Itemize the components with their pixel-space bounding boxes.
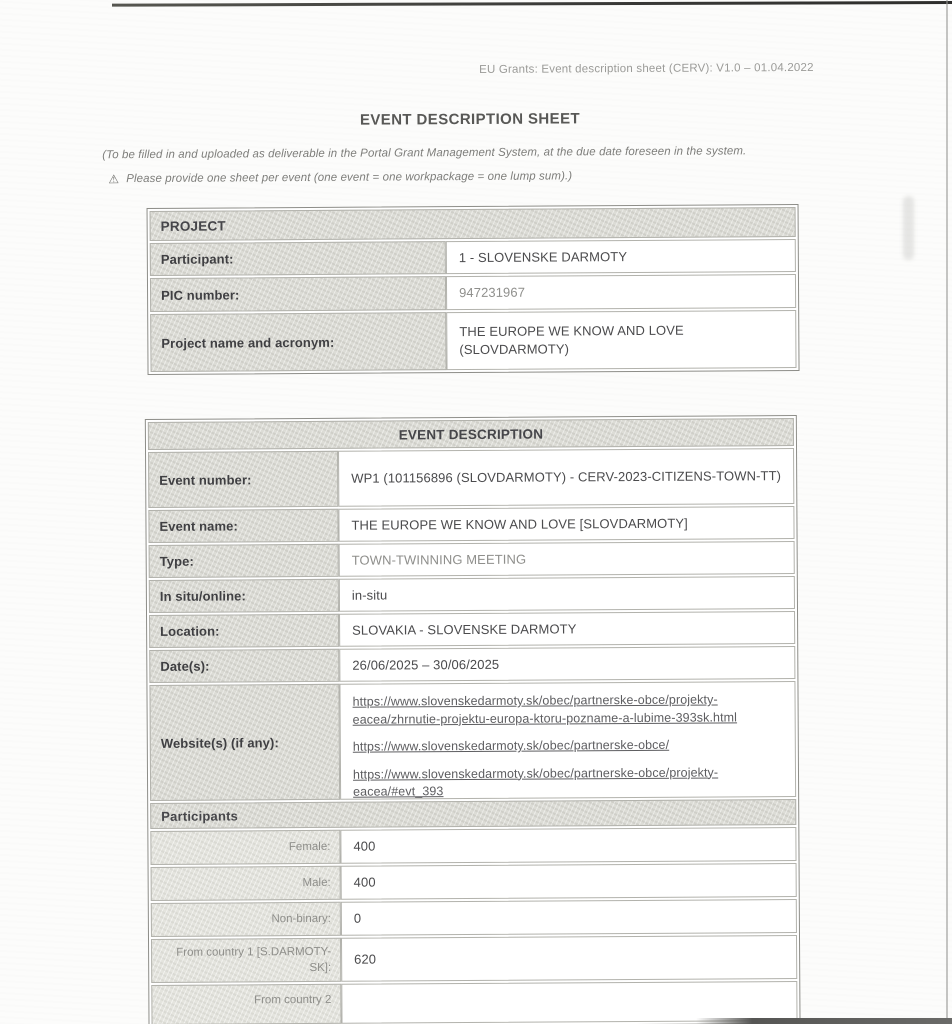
event-description-table (145, 415, 801, 1024)
event-number-value: WP1 (101156896 (SLOVDARMOTY) - CERV-2023-CITIZENS-TOWN-TT) (338, 448, 794, 507)
table-row (150, 827, 796, 865)
location-label: Location: (149, 614, 339, 648)
from-country-1-label: From country 1 [S.DARMOTY-SK]: (151, 938, 341, 983)
project-table (147, 204, 800, 375)
pic-number-value: 947231967 (446, 274, 796, 310)
female-label: Female: (150, 830, 340, 865)
website-link-3[interactable]: https://www.slovenskedarmoty.sk/obec/partnerske-obce/projekty-eacea/#evt_393 (352, 764, 719, 799)
event-header-row (148, 418, 794, 450)
table-row (150, 274, 796, 312)
table-row (151, 863, 797, 901)
project-name-label: Project name and acronym: (150, 312, 446, 372)
table-row (149, 646, 795, 683)
table-row (149, 681, 796, 801)
pic-number-label: PIC number: (150, 276, 446, 312)
table-row (149, 541, 795, 578)
from-country-2-label: From country 2 (151, 984, 341, 1024)
event-name-label: Event name: (148, 509, 338, 543)
websites-value (339, 681, 796, 800)
table-row (148, 448, 794, 508)
non-binary-label: Non-binary: (151, 902, 341, 937)
table-row (150, 239, 796, 276)
participant-value: 1 - SLOVENSKE DARMOTY (446, 239, 796, 274)
event-number-label: Event number: (148, 451, 338, 508)
table-row (149, 611, 795, 648)
scan-right-edge (946, 0, 948, 1024)
insitu-online-label: In situ/online: (149, 579, 339, 613)
location-value: SLOVAKIA - SLOVENSKE DARMOTY (339, 611, 795, 647)
event-type-label: Type: (149, 544, 339, 578)
event-table-header: EVENT DESCRIPTION (148, 418, 794, 450)
page-title: EVENT DESCRIPTION SHEET (359, 110, 581, 129)
dates-value: 26/06/2025 – 30/06/2025 (339, 646, 795, 682)
male-label: Male: (151, 866, 341, 901)
table-row (149, 576, 795, 613)
website-link-2[interactable]: https://www.slovenskedarmoty.sk/obec/partnerske-obce/ (352, 737, 670, 754)
project-header-row (150, 207, 796, 241)
table-row (151, 935, 797, 983)
scan-bottom-edge (696, 1018, 952, 1024)
websites-label: Website(s) (if any): (149, 684, 340, 801)
document-version-header: EU Grants: Event description sheet (CERV): V1.0 – 01.04.2022 (479, 61, 814, 76)
intro-note-line2-text: Please provide one sheet per event (one event = one workpackage = one lump sum).) (126, 170, 573, 186)
table-row (148, 506, 794, 543)
scan-smudge-artifact (903, 196, 914, 260)
male-value: 400 (341, 863, 797, 900)
participant-label: Participant: (150, 241, 446, 276)
event-type-value: TOWN-TWINNING MEETING (339, 541, 795, 577)
participants-header-row (150, 799, 796, 829)
website-link-1[interactable]: https://www.slovenskedarmoty.sk/obec/partnerske-obce/projekty-eacea/zhrnutie-projektu-europa-ktoru-pozname-a-lubime-393sk.html (352, 692, 738, 727)
project-table-header: PROJECT (150, 207, 796, 241)
insitu-online-value: in-situ (339, 576, 795, 612)
participants-section-header: Participants (150, 799, 796, 829)
project-name-value: THE EUROPE WE KNOW AND LOVE (SLOVDARMOTY) (446, 310, 796, 370)
intro-note-line1: (To be filled in and uploaded as deliverable in the Portal Grant Management System, at the due date foreseen in the system. (102, 145, 747, 162)
warning-icon: ⚠ (108, 172, 120, 187)
from-country-1-value: 620 (341, 935, 797, 982)
female-value: 400 (340, 827, 796, 864)
table-row (151, 899, 797, 937)
dates-label: Date(s): (149, 649, 339, 683)
table-row (150, 310, 796, 372)
intro-note-line2 (108, 168, 894, 186)
event-name-value: THE EUROPE WE KNOW AND LOVE [SLOVDARMOTY] (338, 506, 794, 542)
non-binary-value: 0 (341, 899, 797, 936)
